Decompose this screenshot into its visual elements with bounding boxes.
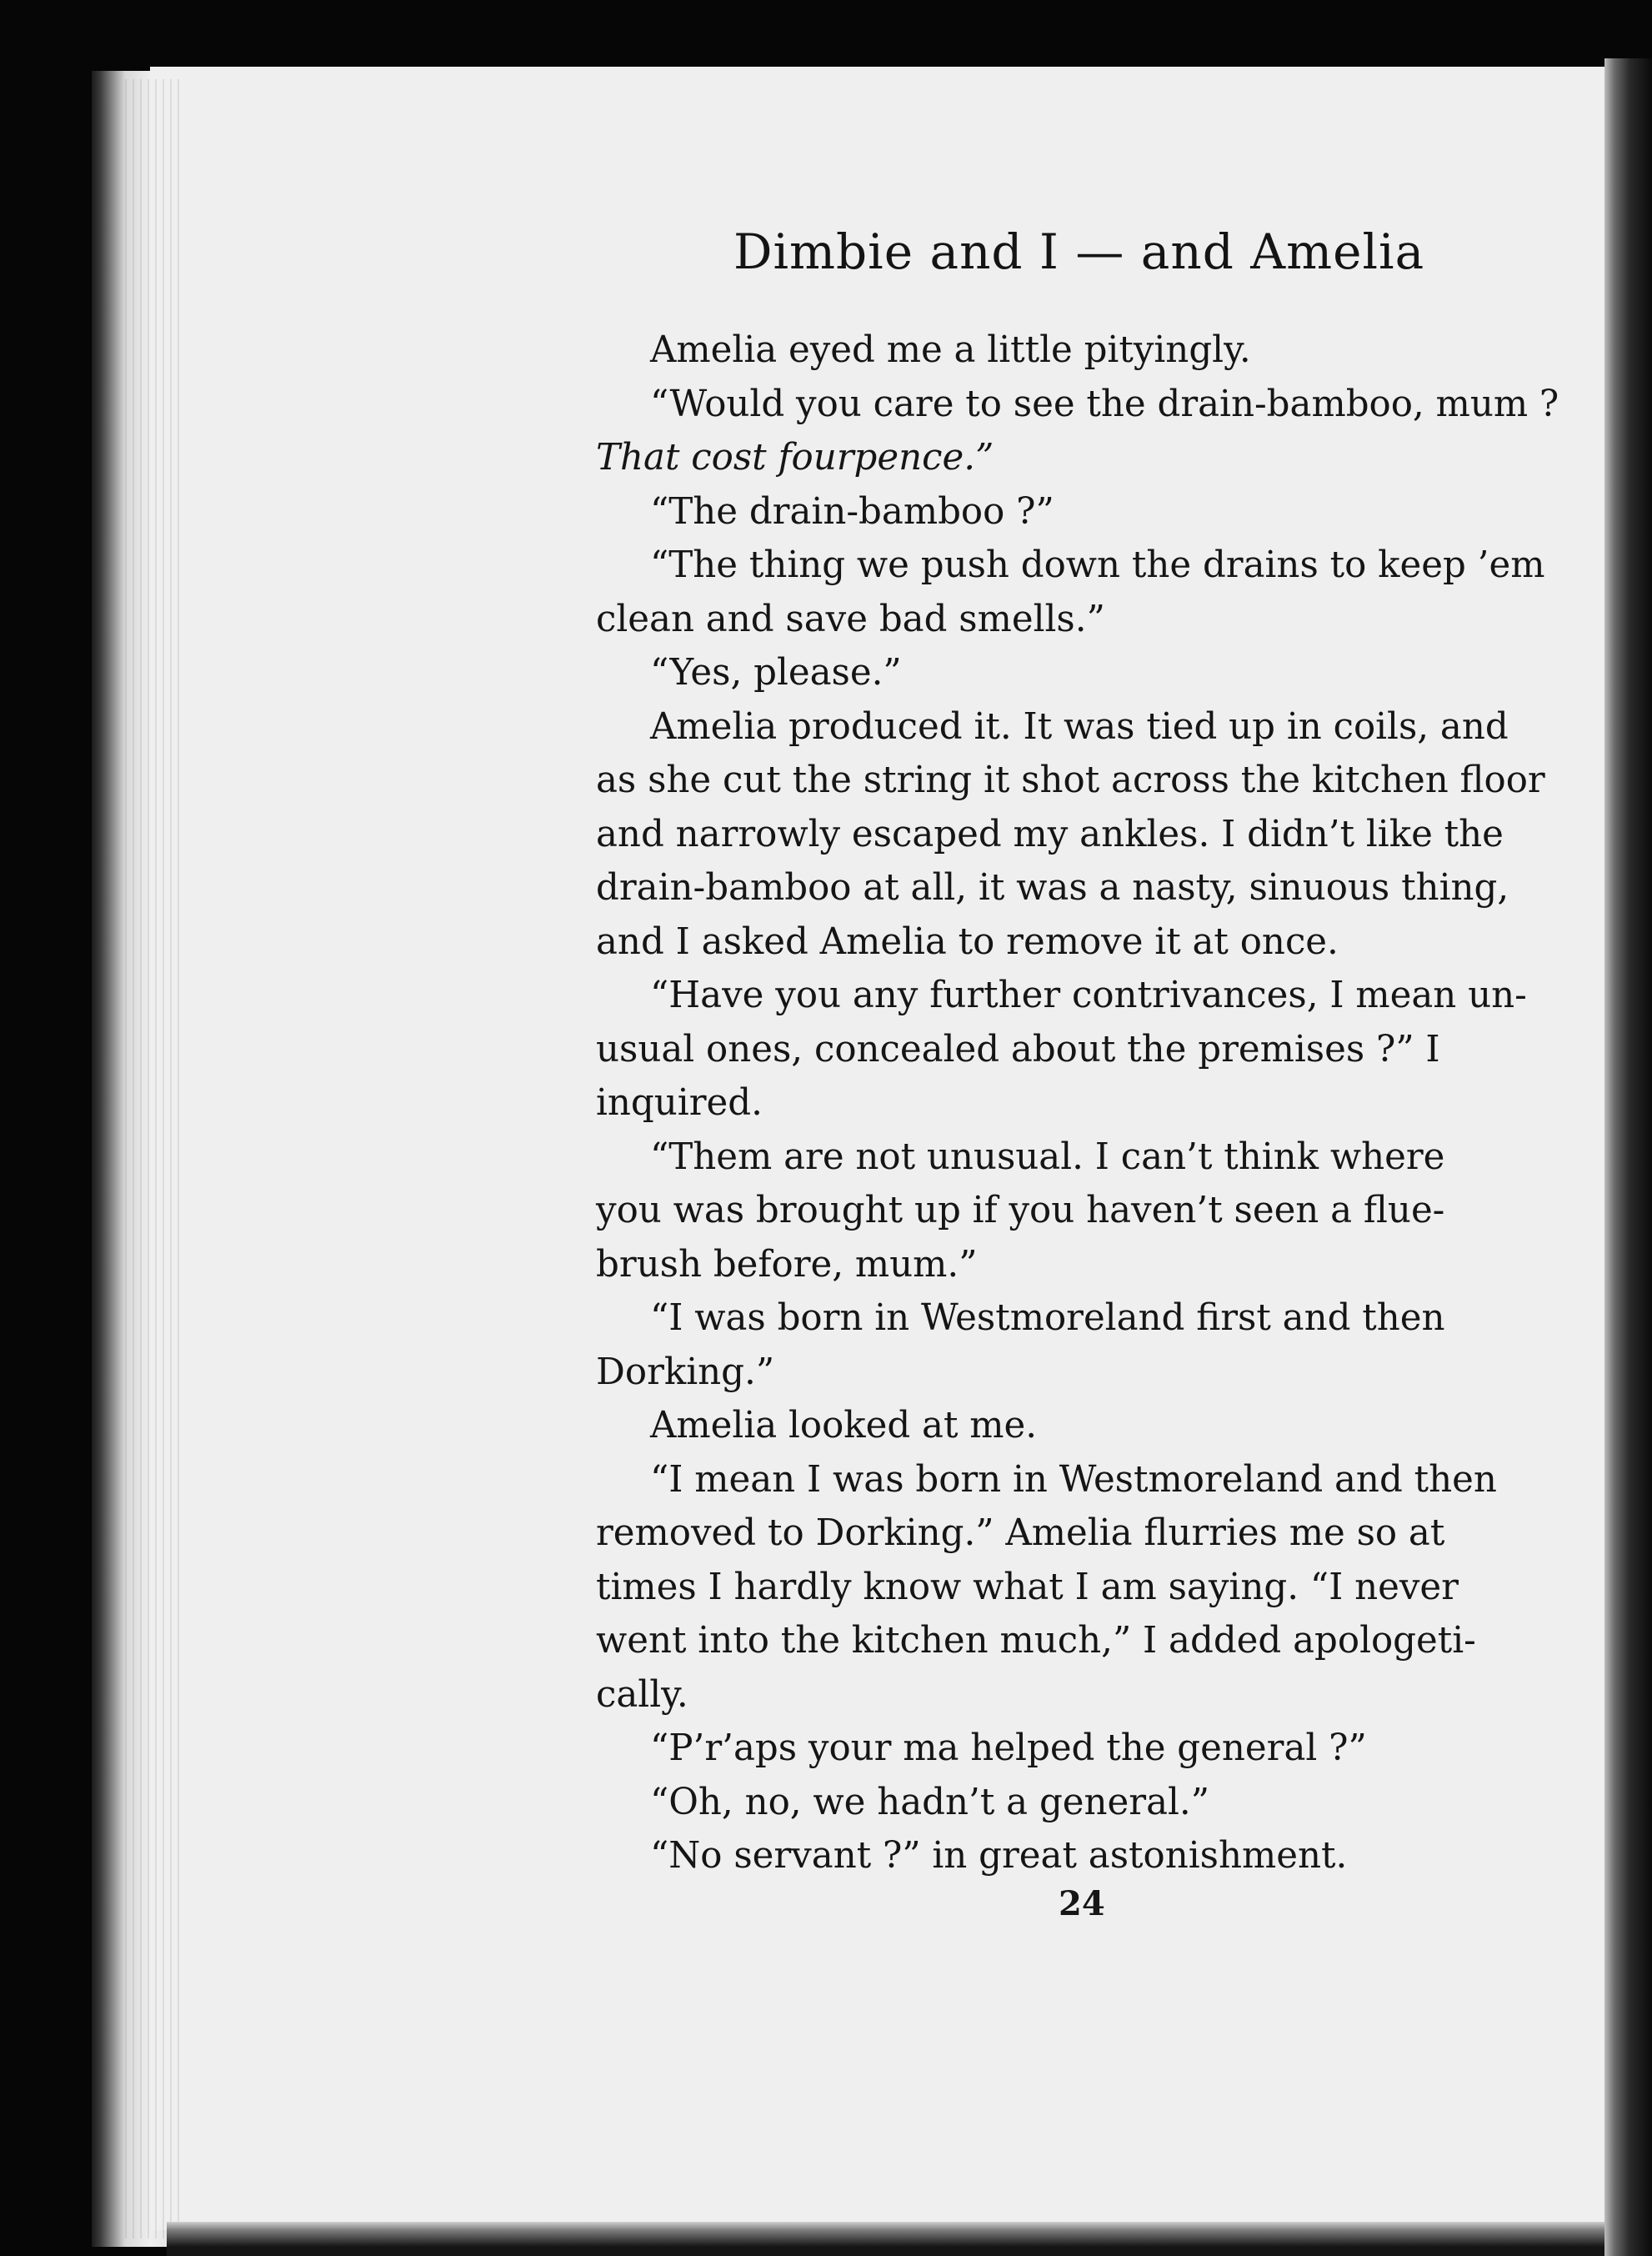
text-line: “I mean I was born in Westmoreland and then (650, 1458, 1497, 1501)
text-line: “The thing we push down the drains to keep ’em (650, 544, 1545, 586)
text-line: Amelia looked at me. (650, 1405, 1038, 1446)
text-line: “Have you any further contrivances, I mean un- (650, 975, 1527, 1016)
text-line: brush before, mum.” (596, 1243, 978, 1286)
body-text (596, 323, 1559, 1883)
text-line: removed to Dorking.” Amelia flurries me so at (596, 1512, 1445, 1554)
text-line: That cost fourpence.” (596, 437, 994, 479)
page-number: 24 (1059, 1884, 1105, 1923)
text-line: as she cut the string it shot across the kitchen floor (596, 760, 1545, 801)
page-stack-edges (125, 79, 183, 2238)
text-line: Dorking.” (596, 1351, 775, 1393)
text-line: inquired. (596, 1082, 763, 1124)
text-line: “No servant ?” in great astonishment. (650, 1835, 1348, 1877)
text-line: and narrowly escaped my ankles. I didn’t like the (596, 813, 1504, 855)
page-right-shadow (1604, 58, 1652, 2256)
text-line: “Them are not unusual. I can’t think where (650, 1136, 1445, 1178)
text-line: “Yes, please.” (650, 652, 902, 694)
text-line: “P’r’aps your ma helped the general ?” (650, 1727, 1367, 1769)
text-line: you was brought up if you haven’t seen a flue- (596, 1190, 1445, 1231)
text-line: Amelia produced it. It was tied up in coils, and (650, 705, 1509, 748)
text-line: times I hardly know what I am saying. “I never (596, 1566, 1459, 1608)
text-line: went into the kitchen much,” I added apologeti- (596, 1620, 1476, 1662)
text-line: “Oh, no, we hadn’t a general.” (650, 1781, 1210, 1823)
running-head: Dimbie and I — and Amelia (733, 223, 1425, 280)
text-line: cally. (596, 1673, 688, 1716)
text-line: “Would you care to see the drain-bamboo, mum ? (650, 383, 1559, 425)
page-bottom-shadow (167, 2222, 1604, 2256)
text-line: “I was born in Westmoreland first and then (650, 1297, 1445, 1339)
text-line: and I asked Amelia to remove it at once. (596, 920, 1339, 963)
text-line: usual ones, concealed about the premises ?” I (596, 1028, 1440, 1070)
text-line: clean and save bad smells.” (596, 598, 1105, 640)
text-line: Amelia eyed me a little pityingly. (650, 329, 1251, 371)
text-line: “The drain-bamboo ?” (650, 490, 1054, 533)
text-line: drain-bamboo at all, it was a nasty, sinuous thing, (596, 867, 1509, 909)
